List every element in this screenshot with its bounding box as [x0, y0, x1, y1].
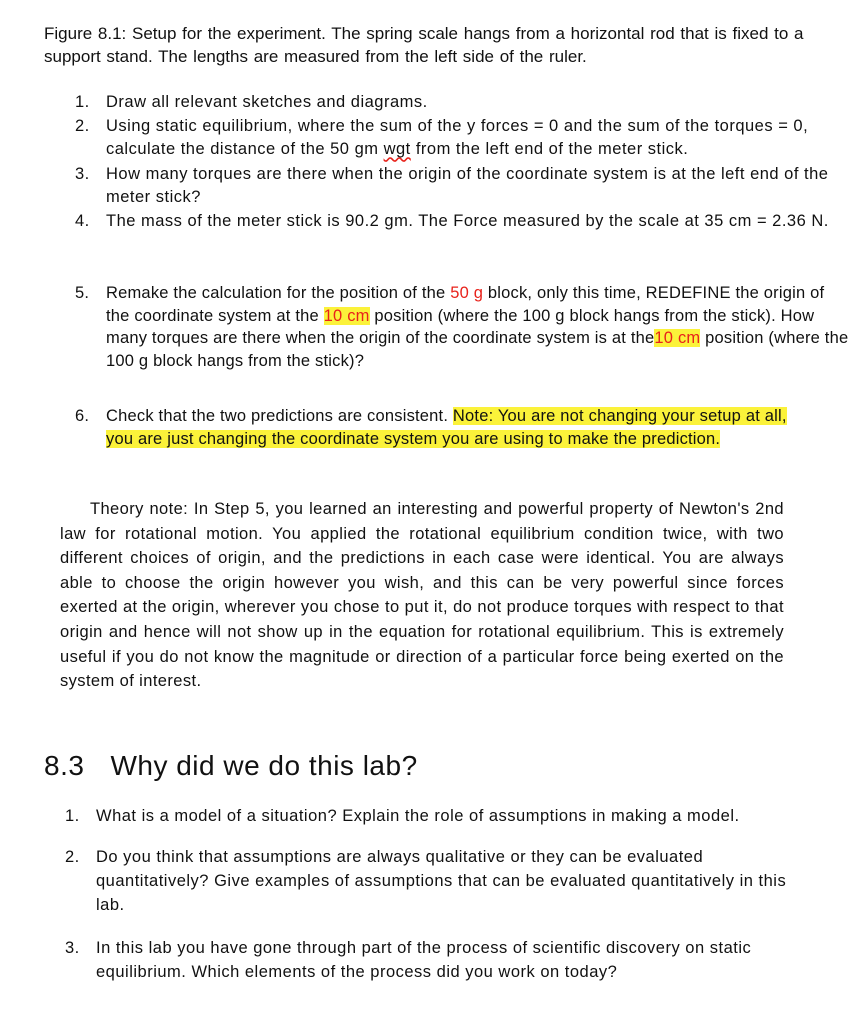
step-number: 3.	[75, 165, 90, 183]
section-heading	[44, 748, 418, 784]
highlighted-note: Note: You are not changing your setup at all, you are just changing the coordinate system you are using to make the prediction.	[106, 407, 787, 448]
figure-caption: Figure 8.1: Setup for the experiment. The spring scale hangs from a horizontal rod that is fixed to a support stand. The lengths are measured from the left side of the ruler.	[44, 24, 804, 66]
step-number: 4.	[75, 212, 90, 230]
question-1	[65, 804, 836, 828]
question-3	[65, 936, 808, 984]
question-text: In this lab you have gone through part of the process of scientific discovery on static equilibrium. Which elements of the process did you work on today?	[96, 939, 752, 981]
highlighted-position: 10 cm	[654, 329, 701, 347]
section-title: Why did we do this lab?	[110, 750, 418, 781]
step-text: The mass of the meter stick is 90.2 gm. The Force measured by the scale at 35 cm = 2.36 N.	[106, 212, 829, 230]
step-text-part: block, only this time, REDEFINE the origin of the coordinate system at the	[106, 284, 825, 325]
step-text-part: position (where the 100 g block hangs from the stick)?	[106, 329, 849, 370]
mass-value: 50 g	[450, 284, 484, 302]
step-text-part: Using static equilibrium, where the sum of the y forces = 0 and the sum of the torques = 0, calculate the distance of the 50 gm	[106, 117, 809, 158]
step-number: 5.	[75, 284, 90, 302]
step-5	[75, 282, 851, 372]
step-4	[75, 210, 836, 233]
step-6	[75, 405, 818, 450]
step-1	[75, 91, 826, 114]
step-2	[75, 115, 842, 160]
question-number: 2.	[65, 848, 80, 866]
step-text: How many torques are there when the origin of the coordinate system is at the left end of the meter stick?	[106, 165, 829, 206]
question-2	[65, 845, 796, 917]
step-number: 2.	[75, 117, 90, 135]
step-text-part: from the left end of the meter stick.	[410, 139, 689, 158]
highlighted-position: 10 cm	[323, 306, 370, 325]
step-text: Draw all relevant sketches and diagrams.	[106, 93, 428, 111]
section-number: 8.3	[44, 750, 85, 781]
question-number: 3.	[65, 939, 80, 957]
question-text: Do you think that assumptions are always qualitative or they can be evaluated quantitatively? Give examples of assumptions that can be evaluated quantitatively in this lab.	[96, 848, 787, 914]
step-number: 6.	[75, 407, 90, 425]
step-text-part: Remake the calculation for the position of the	[106, 284, 451, 302]
spelling-flag: wgt	[383, 139, 411, 158]
step-text-part: position (where the 100 g block hangs from the stick). How many torques are there when the origin of the coordinate system is at the	[106, 306, 815, 347]
step-text-part: Check that the two predictions are consistent.	[106, 407, 453, 425]
step-3	[75, 163, 846, 208]
question-text: What is a model of a situation? Explain the role of assumptions in making a model.	[96, 807, 740, 825]
question-number: 1.	[65, 807, 80, 825]
step-number: 1.	[75, 93, 90, 111]
theory-note: Theory note: In Step 5, you learned an interesting and powerful property of Newton's 2nd law for rotational motion. You applied the rotational equilibrium condition twice, with two different choices of origin, and the predictions in each case were identical. You are always able to choose the origin however you wish, and this can be very powerful since forces exerted at the origin, wherever you chose to put it, do not produce torques with respect to that origin and hence will not show up in the equation for rotational equilibrium. This is extremely useful if you do not know the magnitude or direction of a particular force being exerted on the system of interest.	[60, 500, 784, 691]
